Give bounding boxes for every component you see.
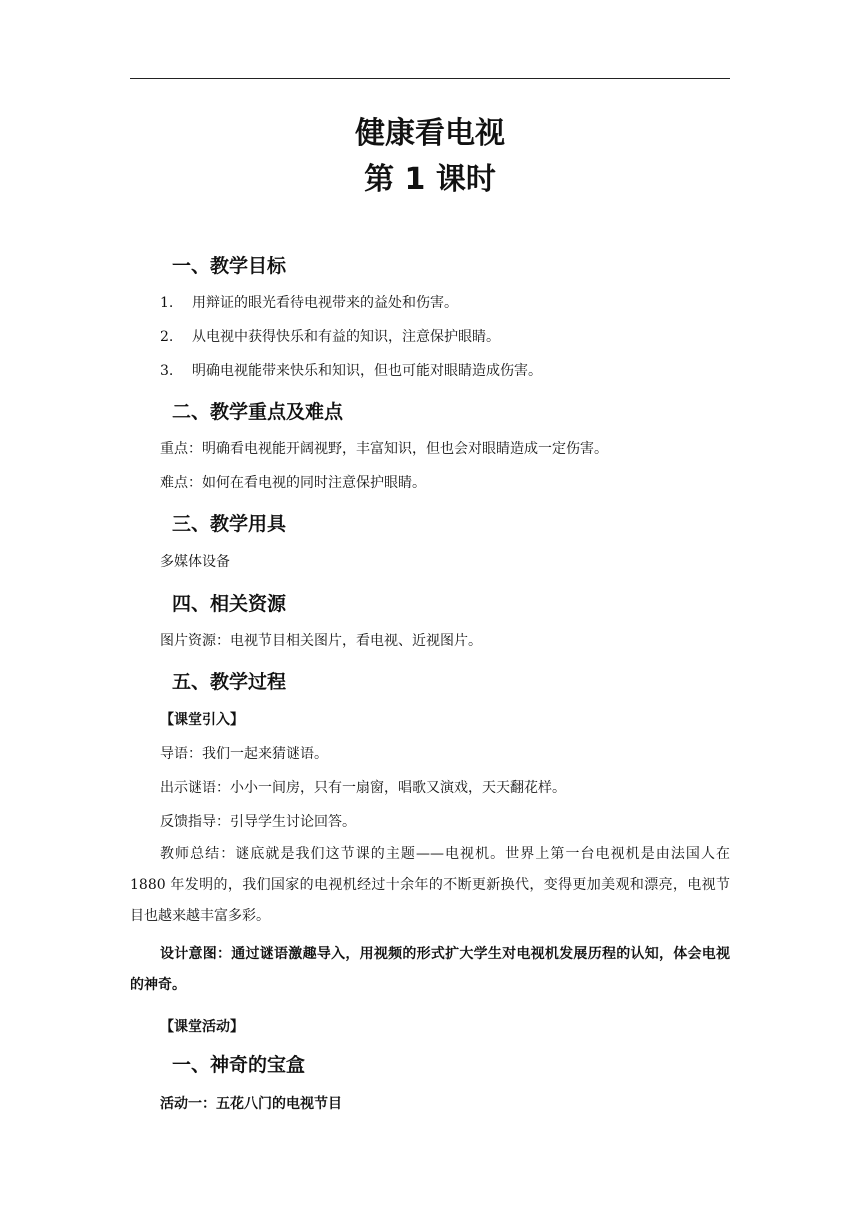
section-heading-process: 五、教学过程: [172, 671, 287, 693]
design-intent-paragraph: 设计意图：通过谜语激趣导入，用视频的形式扩大学生对电视机发展历程的认知，体会电视的神奇。: [130, 946, 730, 993]
section-heading-resources: 四、相关资源: [172, 593, 287, 615]
tools-text: 多媒体设备: [160, 554, 230, 570]
activity-label: 【课堂活动】: [160, 1019, 244, 1035]
teacher-summary-paragraph: 教师总结：谜底就是我们这节课的主题——电视机。世界上第一台电视机是由法国人在 1880 年发明的，我们国家的电视机经过十余年的不断更新换代，变得更加美观和漂亮，电视节目也越来越丰富多彩。: [130, 846, 730, 924]
lead-text: 导语：我们一起来猜谜语。: [160, 746, 328, 762]
key-point-text: 重点：明确看电视能开阔视野，丰富知识，但也会对眼睛造成一定伤害。: [160, 441, 608, 457]
section-heading-key-points: 二、教学重点及难点: [172, 401, 344, 423]
intro-label: 【课堂引入】: [160, 712, 244, 728]
objective-item-1: 1. 用辩证的眼光看待电视带来的益处和伤害。: [160, 295, 458, 311]
feedback-text: 反馈指导：引导学生讨论回答。: [160, 814, 356, 830]
riddle-text: 出示谜语：小小一间房，只有一扇窗，唱歌又演戏，天天翻花样。: [160, 780, 566, 796]
document-subtitle: 第 1 课时: [364, 162, 496, 197]
activity-one-text: 活动一：五花八门的电视节目: [160, 1096, 342, 1112]
header-rule: [130, 78, 730, 79]
difficult-point-text: 难点：如何在看电视的同时注意保护眼睛。: [160, 475, 426, 491]
objective-item-2: 2. 从电视中获得快乐和有益的知识，注意保护眼睛。: [160, 329, 500, 345]
section-heading-tools: 三、教学用具: [172, 513, 287, 535]
resources-text: 图片资源：电视节目相关图片，看电视、近视图片。: [160, 633, 482, 649]
section-heading-objectives: 一、教学目标: [172, 255, 287, 277]
subsection-heading-magic-box: 一、神奇的宝盒: [172, 1054, 306, 1076]
document-title: 健康看电视: [355, 116, 505, 151]
objective-item-3: 3. 明确电视能带来快乐和知识，但也可能对眼睛造成伤害。: [160, 363, 542, 379]
